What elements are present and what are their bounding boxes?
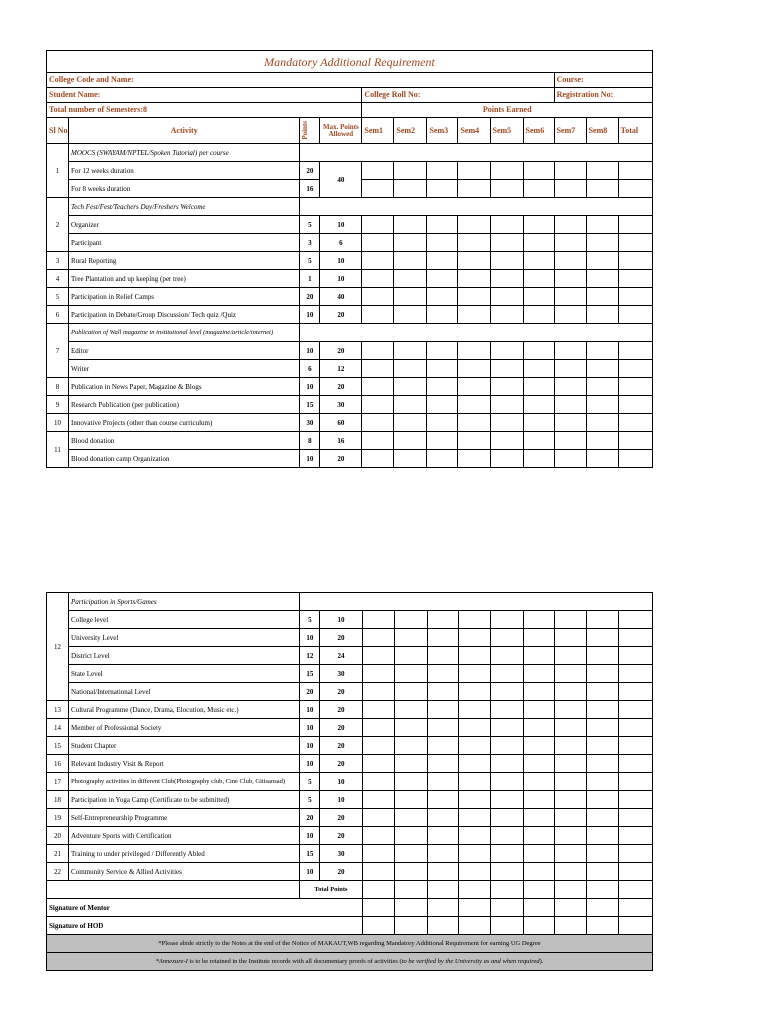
activity: Blood donation <box>69 432 300 450</box>
max-points: 6 <box>320 234 362 252</box>
points: 10 <box>300 701 320 719</box>
max-points: 12 <box>320 360 362 378</box>
table-row <box>47 809 653 827</box>
college-code-label: College Code and Name: <box>47 73 555 88</box>
points-earned-label: Points Earned <box>362 103 653 118</box>
points: 12 <box>300 647 320 665</box>
activity: State Level <box>69 665 300 683</box>
points: 10 <box>300 450 320 468</box>
note-2-annexure: *Annexure-I <box>155 957 188 965</box>
max-points: 20 <box>320 809 362 827</box>
points: 10 <box>300 863 320 881</box>
sl-no: 9 <box>47 396 69 414</box>
note-2-end: ). <box>539 957 544 965</box>
table-row <box>47 719 653 737</box>
sl-no: 5 <box>47 288 69 306</box>
activity-group: MOOCS (SWAYAM/NPTEL/Spoken Tutorial) per course <box>69 144 300 162</box>
points: 16 <box>300 180 320 198</box>
points: 6 <box>300 360 320 378</box>
max-points: 30 <box>320 396 362 414</box>
points: 5 <box>300 791 320 809</box>
activity: District Level <box>69 647 300 665</box>
page-title: Mandatory Additional Requirement <box>47 51 653 73</box>
points: 15 <box>300 396 320 414</box>
points: 10 <box>300 719 320 737</box>
points: 10 <box>300 755 320 773</box>
max-points: 60 <box>320 414 362 432</box>
sl-no: 12 <box>47 593 69 701</box>
course-label: Course: <box>554 73 652 88</box>
max-points: 20 <box>320 737 362 755</box>
table-row <box>47 755 653 773</box>
points: 20 <box>300 288 320 306</box>
sl-no: 3 <box>47 252 69 270</box>
mar-table-part1 <box>46 50 653 468</box>
col-sl-no: Sl No <box>47 118 69 144</box>
max-points: 10 <box>320 270 362 288</box>
points: 10 <box>300 378 320 396</box>
max-points: 20 <box>320 719 362 737</box>
semesters-label: Total number of Semesters:8 <box>47 103 362 118</box>
sl-no: 6 <box>47 306 69 324</box>
sl-no: 2 <box>47 198 69 252</box>
table-row <box>47 863 653 881</box>
activity: Innovative Projects (other than course curriculum) <box>69 414 300 432</box>
max-points: 20 <box>320 863 362 881</box>
activity-group: Publication of Wall magazine in institutional level (magazine/article/internet) <box>69 324 300 342</box>
note-2 <box>47 953 653 971</box>
activity: For 8 weeks duration <box>69 180 300 198</box>
max-points: 20 <box>320 683 362 701</box>
points: 10 <box>300 342 320 360</box>
max-points: 20 <box>320 342 362 360</box>
roll-no-label: College Roll No: <box>362 88 554 103</box>
sl-no: 22 <box>47 863 69 881</box>
activity: Participation in Yoga Camp (Certificate to be submitted) <box>69 791 300 809</box>
col-sem8: Sem8 <box>586 118 618 144</box>
points: 1 <box>300 270 320 288</box>
max-points: 20 <box>320 450 362 468</box>
points: 8 <box>300 432 320 450</box>
sl-no: 1 <box>47 144 69 198</box>
activity: Participation in Relief Camps <box>69 288 300 306</box>
sl-no: 16 <box>47 755 69 773</box>
max-points: 30 <box>320 665 362 683</box>
activity: Participation in Debate/Group Discussion/ Tech quiz /Quiz <box>69 306 300 324</box>
reg-no-label: Registration No: <box>554 88 652 103</box>
col-total: Total <box>618 118 652 144</box>
table-row <box>47 791 653 809</box>
total-points-label: Total Points <box>300 881 362 899</box>
table-row <box>47 773 653 791</box>
sl-no: 17 <box>47 773 69 791</box>
activity: Student Chapter <box>69 737 300 755</box>
max-points: 40 <box>320 162 362 198</box>
mar-table-part2 <box>46 592 653 971</box>
max-points: 20 <box>320 701 362 719</box>
max-points: 20 <box>320 306 362 324</box>
max-points: 10 <box>320 791 362 809</box>
activity: National/International Level <box>69 683 300 701</box>
max-points: 16 <box>320 432 362 450</box>
sl-no: 8 <box>47 378 69 396</box>
points: 15 <box>300 665 320 683</box>
points: 10 <box>300 737 320 755</box>
points: 10 <box>300 827 320 845</box>
points: 5 <box>300 252 320 270</box>
note-1: *Please abide strictly to the Notes at the end of the Notice of MAKAUT,WB regarding Mandatory Additional Requirement for earning UG Degree <box>47 935 653 953</box>
max-points: 20 <box>320 378 362 396</box>
sl-no: 10 <box>47 414 69 432</box>
max-points: 10 <box>320 252 362 270</box>
activity: Self-Entrepreneurship Programme <box>69 809 300 827</box>
sl-no: 14 <box>47 719 69 737</box>
table-row <box>47 827 653 845</box>
col-activity: Activity <box>69 118 300 144</box>
note-2-text: is to be retained in the Institute records with all documentary proofs of activities ( <box>187 957 402 965</box>
points: 10 <box>300 629 320 647</box>
activity: Relevant Industry Visit & Report <box>69 755 300 773</box>
points: 15 <box>300 845 320 863</box>
student-name-label: Student Name: <box>47 88 362 103</box>
activity: Adventure Sports with Certification <box>69 827 300 845</box>
activity-group: Tech Fest/Fest/Teachers Day/Freshers Welcome <box>69 198 300 216</box>
activity: University Level <box>69 629 300 647</box>
points: 20 <box>300 683 320 701</box>
activity: Organizer <box>69 216 300 234</box>
activity: Member of Professional Society <box>69 719 300 737</box>
max-points: 20 <box>320 629 362 647</box>
max-points: 40 <box>320 288 362 306</box>
col-sem1: Sem1 <box>362 118 394 144</box>
points: 5 <box>300 773 320 791</box>
points: 30 <box>300 414 320 432</box>
activity: Community Service & Allied Activities <box>69 863 300 881</box>
table-row <box>47 701 653 719</box>
note-2-verify: to be verified by the University as and when required <box>401 957 540 965</box>
sl-no: 18 <box>47 791 69 809</box>
col-sem6: Sem6 <box>523 118 554 144</box>
sl-no: 13 <box>47 701 69 719</box>
points: 20 <box>300 809 320 827</box>
activity: Research Publication (per publication) <box>69 396 300 414</box>
max-points: 10 <box>320 611 362 629</box>
activity: Publication in News Paper, Magazine & Blogs <box>69 378 300 396</box>
max-points: 20 <box>320 755 362 773</box>
col-sem4: Sem4 <box>458 118 490 144</box>
activity: Editor <box>69 342 300 360</box>
activity: Rural Reporting <box>69 252 300 270</box>
signature-mentor: Signature of Mentor <box>47 899 363 917</box>
sl-no: 20 <box>47 827 69 845</box>
points: 5 <box>300 611 320 629</box>
activity: Blood donation camp Organization <box>69 450 300 468</box>
activity: College level <box>69 611 300 629</box>
col-max-points: Max. Points Allowed <box>320 118 362 144</box>
table-row <box>47 737 653 755</box>
signature-hod: Signature of HOD <box>47 917 363 935</box>
max-points: 10 <box>320 773 362 791</box>
sl-no: 21 <box>47 845 69 863</box>
activity: Cultural Programme (Dance, Drama, Elocution, Music etc.) <box>69 701 300 719</box>
sl-no: 4 <box>47 270 69 288</box>
max-points: 10 <box>320 216 362 234</box>
sl-no: 7 <box>47 324 69 378</box>
col-sem7: Sem7 <box>554 118 586 144</box>
activity: For 12 weeks duration <box>69 162 300 180</box>
sl-no: 19 <box>47 809 69 827</box>
points: 3 <box>300 234 320 252</box>
col-sem2: Sem2 <box>394 118 427 144</box>
table-row <box>47 845 653 863</box>
activity-group: Participation in Sports/Games <box>69 593 300 611</box>
activity: Tree Plantation and up keeping (per tree) <box>69 270 300 288</box>
activity: Writer <box>69 360 300 378</box>
col-sem3: Sem3 <box>427 118 458 144</box>
sl-no: 15 <box>47 737 69 755</box>
max-points: 20 <box>320 827 362 845</box>
points: 20 <box>300 162 320 180</box>
col-sem5: Sem5 <box>490 118 523 144</box>
activity: Participant <box>69 234 300 252</box>
activity: Photography activities in different Club(Photography club, Cine Club, Gitisansad) <box>69 773 300 791</box>
col-points: Points <box>301 121 310 140</box>
points: 5 <box>300 216 320 234</box>
max-points: 30 <box>320 845 362 863</box>
activity: Training to under privileged / Differently Abled <box>69 845 300 863</box>
points: 10 <box>300 306 320 324</box>
sl-no: 11 <box>47 432 69 468</box>
max-points: 24 <box>320 647 362 665</box>
